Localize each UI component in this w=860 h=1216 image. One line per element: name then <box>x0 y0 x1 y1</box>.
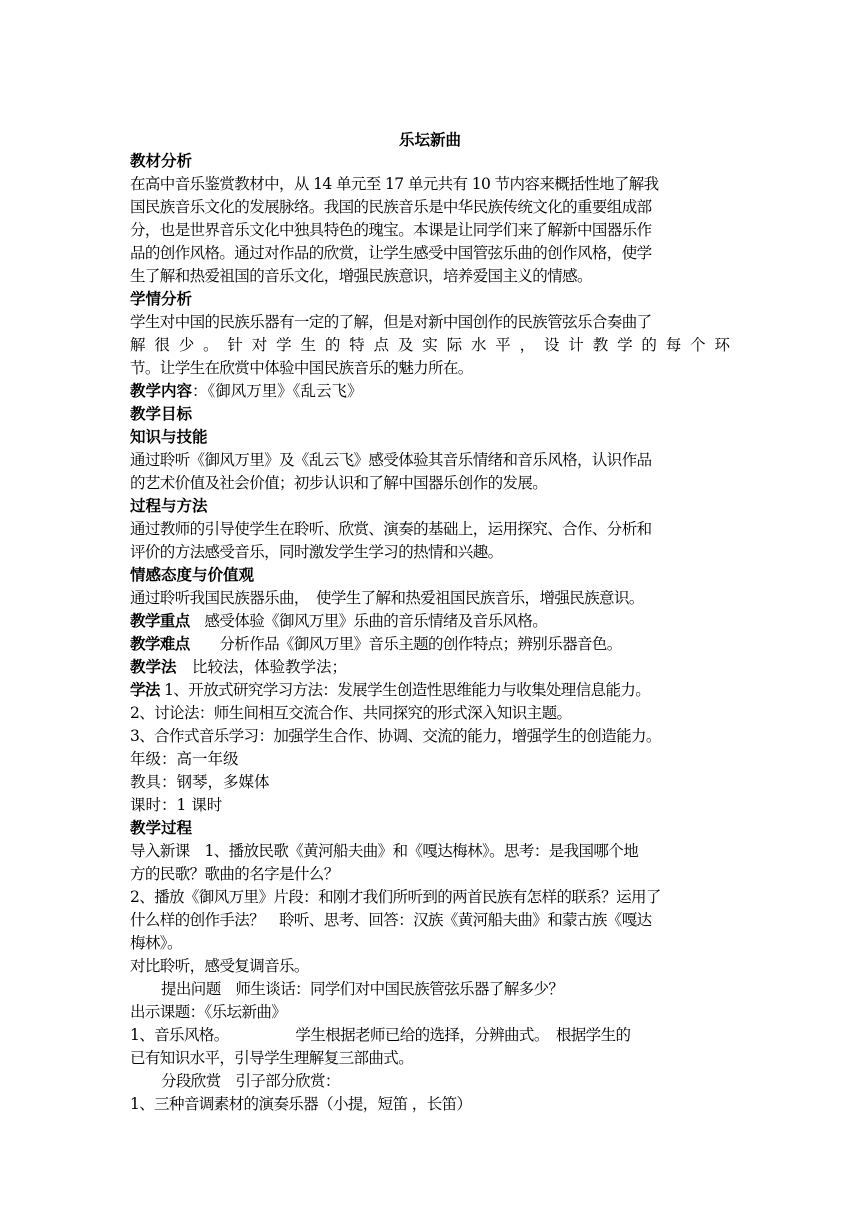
paragraph-line: 分段欣赏 引子部分欣赏： <box>161 1072 340 1090</box>
paragraph-line: 已有知识水平，引导学生理解复三部曲式。 <box>130 1049 414 1067</box>
paragraph-line: 2、讨论法：师生间相互交流合作、共同探究的形式深入知识主题。 <box>130 704 572 722</box>
study-method-first: 1、开放式研究学习方法：发展学生创造性思维能力与收集处理信息能力。 <box>159 681 651 699</box>
paragraph-line: 方的民歌？歌曲的名字是什么？ <box>130 865 339 883</box>
document-body <box>130 150 730 1116</box>
teaching-content-text: ：《御风万里》《乱云飞》 <box>192 382 363 400</box>
paragraph-line: 导入新课 1、播放民歌《黄河船夫曲》和《嘎达梅林》。思考：是我国哪个地 <box>130 842 639 860</box>
paragraph-line: 1、音乐风格。 学生根据老师已给的选择，分辨曲式。 根据学生的 <box>130 1026 631 1044</box>
study-method-label: 学法 <box>130 681 160 699</box>
subheading-emotion-values: 情感态度与价值观 <box>130 566 255 584</box>
paragraph-line: 梅林》。 <box>130 934 182 952</box>
subheading-knowledge-skills: 知识与技能 <box>130 428 208 446</box>
difficulty-label: 教学难点 <box>130 635 190 653</box>
paragraph-line: 国民族音乐文化的发展脉络。我国的民族音乐是中华民族传统文化的重要组成部 <box>130 198 652 216</box>
teaching-content <box>130 380 730 403</box>
paragraph-line: 3、合作式音乐学习：加强学生合作、协调、交流的能力，增强学生的创造能力。 <box>130 727 661 745</box>
paragraph-line: 在高中音乐鉴赏教材中，从 14 单元至 17 单元共有 10 节内容来概括性地了解我 <box>130 175 659 193</box>
paragraph-line: 解很少。针对学生的特点及实际水平，设计教学的每个环 <box>130 336 730 354</box>
paragraph-line: 通过教师的引导使学生在聆听、欣赏、演奏的基础上，运用探究、合作、分析和 <box>130 520 652 538</box>
section-heading-textbook-analysis: 教材分析 <box>130 152 193 170</box>
paragraph-line: 什么样的创作手法？ 聆听、思考、回答：汉族《黄河船夫曲》和蒙古族《嘎达 <box>130 911 652 929</box>
key-point-text: 感受体验《御风万里》乐曲的音乐情绪及音乐风格。 <box>189 612 548 630</box>
teaching-method-text: 比较法，体验教学法； <box>176 658 348 676</box>
section-heading-teaching-process: 教学过程 <box>130 819 193 837</box>
paragraph-line: 品的创作风格。通过对作品的欣赏，让学生感受中国管弦乐曲的创作风格，使学 <box>130 244 652 262</box>
document-title: 乐坛新曲 <box>398 131 461 149</box>
key-point-label: 教学重点 <box>130 612 190 630</box>
section-heading-learner-analysis: 学情分析 <box>130 290 193 308</box>
paragraph-line: 通过聆听《御风万里》及《乱云飞》感受体验其音乐情绪和音乐风格，认识作品 <box>130 451 652 469</box>
paragraph-line: 生了解和热爱祖国的音乐文化，增强民族意识，培养爱国主义的情感。 <box>130 267 592 285</box>
teaching-method <box>130 656 730 679</box>
difficulty-text: 分析作品《御风万里》音乐主题的创作特点；辨别乐器音色。 <box>189 635 622 653</box>
teaching-method-label: 教学法 <box>130 658 177 676</box>
grade-line: 年级：高一年级 <box>130 750 239 768</box>
tools-line: 教具：钢琴，多媒体 <box>130 773 270 791</box>
subheading-process-methods: 过程与方法 <box>130 497 208 515</box>
paragraph-line: 1、三种音调素材的演奏乐器（小提，短笛 ，长笛） <box>130 1095 472 1113</box>
paragraph-line: 节。让学生在欣赏中体验中国民族音乐的魅力所在。 <box>130 359 473 377</box>
paragraph-line: 2、播放《御风万里》片段：和刚才我们所听到的两首民族有怎样的联系？运用了 <box>130 888 661 906</box>
key-point <box>130 610 730 633</box>
difficulty <box>130 633 730 656</box>
study-method <box>130 679 730 702</box>
paragraph-line: 评价的方法感受音乐，同时激发学生学习的热情和兴趣。 <box>130 543 503 561</box>
hours-line: 课时：1 课时 <box>130 796 223 814</box>
teaching-content-label: 教学内容 <box>130 382 193 400</box>
paragraph-line: 对比聆听，感受复调音乐。 <box>130 957 309 975</box>
paragraph-line: 提出问题 师生谈话：同学们对中国民族管弦乐器了解多少？ <box>161 980 564 998</box>
section-heading-teaching-goals: 教学目标 <box>130 405 193 423</box>
paragraph-line: 学生对中国的民族乐器有一定的了解，但是对新中国创作的民族管弦乐合奏曲了 <box>130 313 652 331</box>
paragraph-line: 的艺术价值及社会价值；初步认识和了解中国器乐创作的发展。 <box>130 474 548 492</box>
paragraph-line: 出示课题：《乐坛新曲》 <box>130 1003 287 1021</box>
paragraph-line: 通过聆听我国民族器乐曲， 使学生了解和热爱祖国民族音乐，增强民族意识。 <box>130 589 644 607</box>
paragraph-line: 分，也是世界音乐文化中独具特色的瑰宝。本课是让同学们来了解新中国器乐作 <box>130 221 652 239</box>
